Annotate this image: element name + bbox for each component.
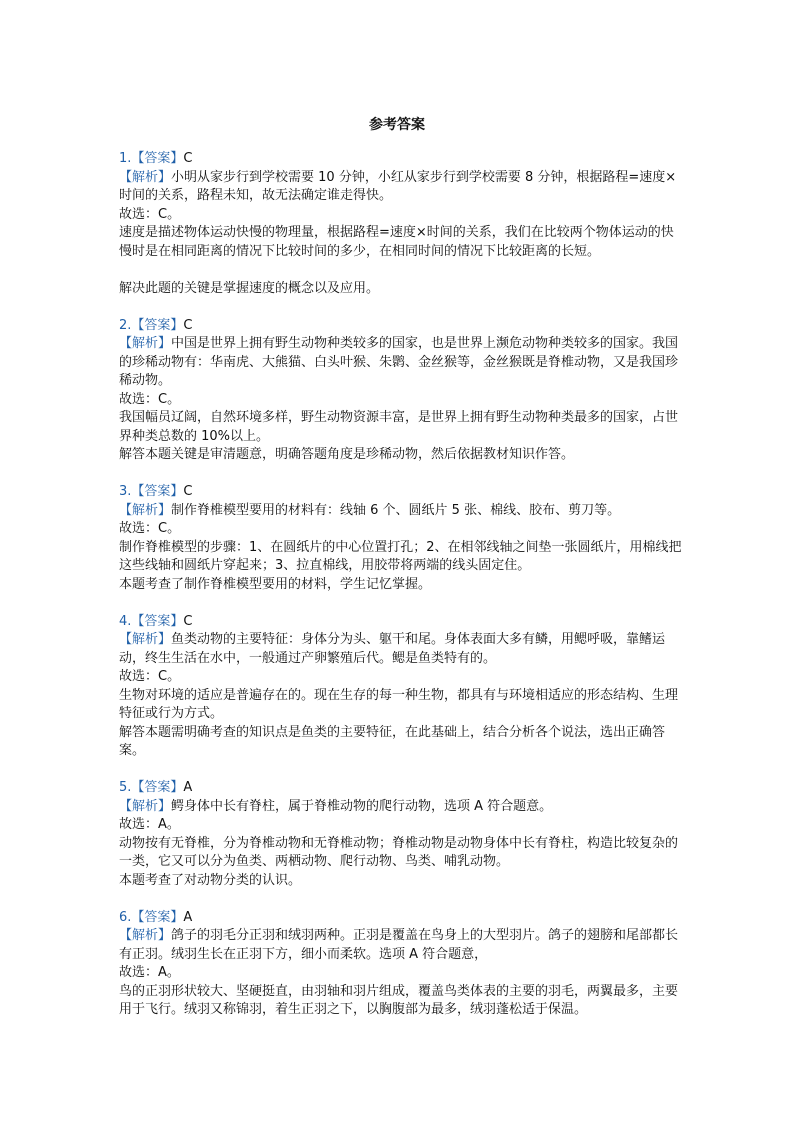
answer-tag: 【答案】 bbox=[131, 317, 184, 333]
answer-value: C bbox=[183, 484, 193, 499]
analysis-tag: 【解析】 bbox=[119, 928, 172, 943]
question-number: 3. bbox=[119, 484, 132, 499]
answer-list bbox=[119, 150, 684, 1038]
answer-tag: 【答案】 bbox=[131, 613, 184, 629]
choice-line: 故选：A。 bbox=[119, 965, 180, 980]
note-paragraph: 我国幅员辽阔，自然环境多样，野生动物资源丰富，是世界上拥有野生动物种类最多的国家，占世界种类总数的 10%以上。 bbox=[119, 410, 679, 444]
question-number: 6. bbox=[119, 909, 132, 925]
answer-value: C bbox=[183, 151, 193, 166]
question-number: 4. bbox=[119, 613, 132, 629]
analysis-paragraph bbox=[119, 798, 684, 817]
answer-line bbox=[119, 779, 684, 798]
analysis-text: 鳄身体中长有脊柱，属于脊椎动物的爬行动物，选项 A 符合题意。 bbox=[171, 798, 553, 814]
analysis-text: 鸽子的羽毛分正羽和绒羽两种。正羽是覆盖在鸟身上的大型羽片。鸽子的翅膀和尾部都长有正羽。绒羽生长在正羽下方，细小而柔软。选项 A 符合题意， bbox=[119, 928, 679, 962]
question-5 bbox=[119, 779, 684, 890]
answer-line bbox=[119, 909, 684, 928]
analysis-text: 鱼类动物的主要特征：身体分为头、躯干和尾。身体表面大多有鳞，用鳃呼吸，靠鳍运动，终生生活在水中，一般通过产卵繁殖后代。鳃是鱼类特有的。 bbox=[119, 632, 666, 666]
note-paragraph: 本题考查了制作脊椎模型要用的材料，学生记忆掌握。 bbox=[119, 576, 432, 592]
answer-line bbox=[119, 613, 684, 632]
choice-line: 故选：C。 bbox=[119, 669, 181, 684]
question-number: 1. bbox=[119, 151, 132, 166]
answer-line bbox=[119, 150, 684, 169]
answer-tag: 【答案】 bbox=[131, 780, 184, 795]
answer-value: C bbox=[183, 613, 193, 629]
note-paragraph: 制作脊椎模型的步骤：1、在圆纸片的中心位置打孔；2、在相邻线轴之间垫一张圆纸片，用棉线把这些线轴和圆纸片穿起来；3、拉直棉线，用胶带将两端的线头固定住。 bbox=[119, 539, 682, 573]
analysis-text: 制作脊椎模型要用的材料有：线轴 6 个、圆纸片 5 张、棉线、胶布、剪刀等。 bbox=[171, 502, 621, 518]
analysis-paragraph bbox=[119, 335, 684, 391]
question-1 bbox=[119, 150, 684, 298]
question-2 bbox=[119, 317, 684, 465]
note-paragraph: 生物对环境的适应是普遍存在的。现在生存的每一种生物，都具有与环境相适应的形态结构、生理特征或行为方式。 bbox=[119, 687, 679, 721]
answer-value: A bbox=[183, 909, 193, 925]
answer-tag: 【答案】 bbox=[131, 151, 184, 166]
answer-value: C bbox=[183, 317, 193, 333]
blank-line bbox=[119, 261, 684, 280]
choice-line: 故选：C。 bbox=[119, 206, 181, 222]
answer-line bbox=[119, 483, 684, 502]
note-paragraph: 解决此题的关键是掌握速度的概念以及应用。 bbox=[119, 280, 380, 296]
analysis-tag: 【解析】 bbox=[119, 169, 172, 185]
analysis-text: 中国是世界上拥有野生动物种类较多的国家，也是世界上濒危动物种类较多的国家。我国的珍稀动物有：华南虎、大熊猫、白头叶猴、朱鹮、金丝猴等，金丝猴既是脊椎动物，又是我国珍稀动物。 bbox=[119, 336, 679, 388]
question-6 bbox=[119, 909, 684, 1020]
answer-tag: 【答案】 bbox=[131, 484, 184, 499]
choice-line: 故选：C。 bbox=[119, 391, 181, 407]
note-paragraph: 解答本题需明确考查的知识点是鱼类的主要特征，在此基础上，结合分析各个说法，选出正确答案。 bbox=[119, 724, 666, 758]
choice-line: 故选：C。 bbox=[119, 521, 181, 536]
analysis-tag: 【解析】 bbox=[119, 502, 172, 518]
note-paragraph: 速度是描述物体运动快慢的物理量，根据路程=速度×时间的关系，我们在比较两个物体运动的快慢时是在相同距离的情况下比较时间的多少，在相同时间的情况下比较距离的长短。 bbox=[119, 225, 674, 259]
question-4 bbox=[119, 613, 684, 761]
choice-line: 故选：A。 bbox=[119, 817, 180, 832]
page-title: 参考答案 bbox=[369, 117, 425, 133]
analysis-tag: 【解析】 bbox=[119, 336, 172, 351]
question-3 bbox=[119, 483, 684, 594]
note-paragraph: 本题考查了对动物分类的认识。 bbox=[119, 872, 302, 888]
analysis-tag: 【解析】 bbox=[119, 632, 172, 647]
analysis-text: 小明从家步行到学校需要 10 分钟，小红从家步行到学校需要 8 分钟，根据路程=速度×时间的关系，路程未知，故无法确定谁走得快。 bbox=[119, 169, 677, 203]
question-number: 2. bbox=[119, 317, 132, 333]
note-paragraph: 动物按有无脊椎，分为脊椎动物和无脊椎动物；脊椎动物是动物身体中长有脊柱，构造比较复杂的一类，它又可以分为鱼类、两栖动物、爬行动物、鸟类、哺乳动物。 bbox=[119, 835, 679, 869]
note-paragraph: 鸟的正羽形状较大、坚硬挺直，由羽轴和羽片组成，覆盖鸟类体表的主要的羽毛，两翼最多，主要用于飞行。绒羽又称锦羽，着生正羽之下，以胸腹部为最多，绒羽蓬松适于保温。 bbox=[119, 983, 679, 1017]
analysis-tag: 【解析】 bbox=[119, 798, 172, 814]
question-number: 5. bbox=[119, 780, 132, 795]
analysis-paragraph bbox=[119, 631, 684, 668]
analysis-paragraph bbox=[119, 169, 684, 206]
answer-value: A bbox=[183, 780, 193, 795]
answer-tag: 【答案】 bbox=[131, 909, 184, 925]
analysis-paragraph bbox=[119, 927, 684, 964]
answer-line bbox=[119, 317, 684, 336]
note-paragraph: 解答本题关键是审清题意，明确答题角度是珍稀动物，然后依据教材知识作答。 bbox=[119, 447, 575, 462]
analysis-paragraph bbox=[119, 502, 684, 521]
